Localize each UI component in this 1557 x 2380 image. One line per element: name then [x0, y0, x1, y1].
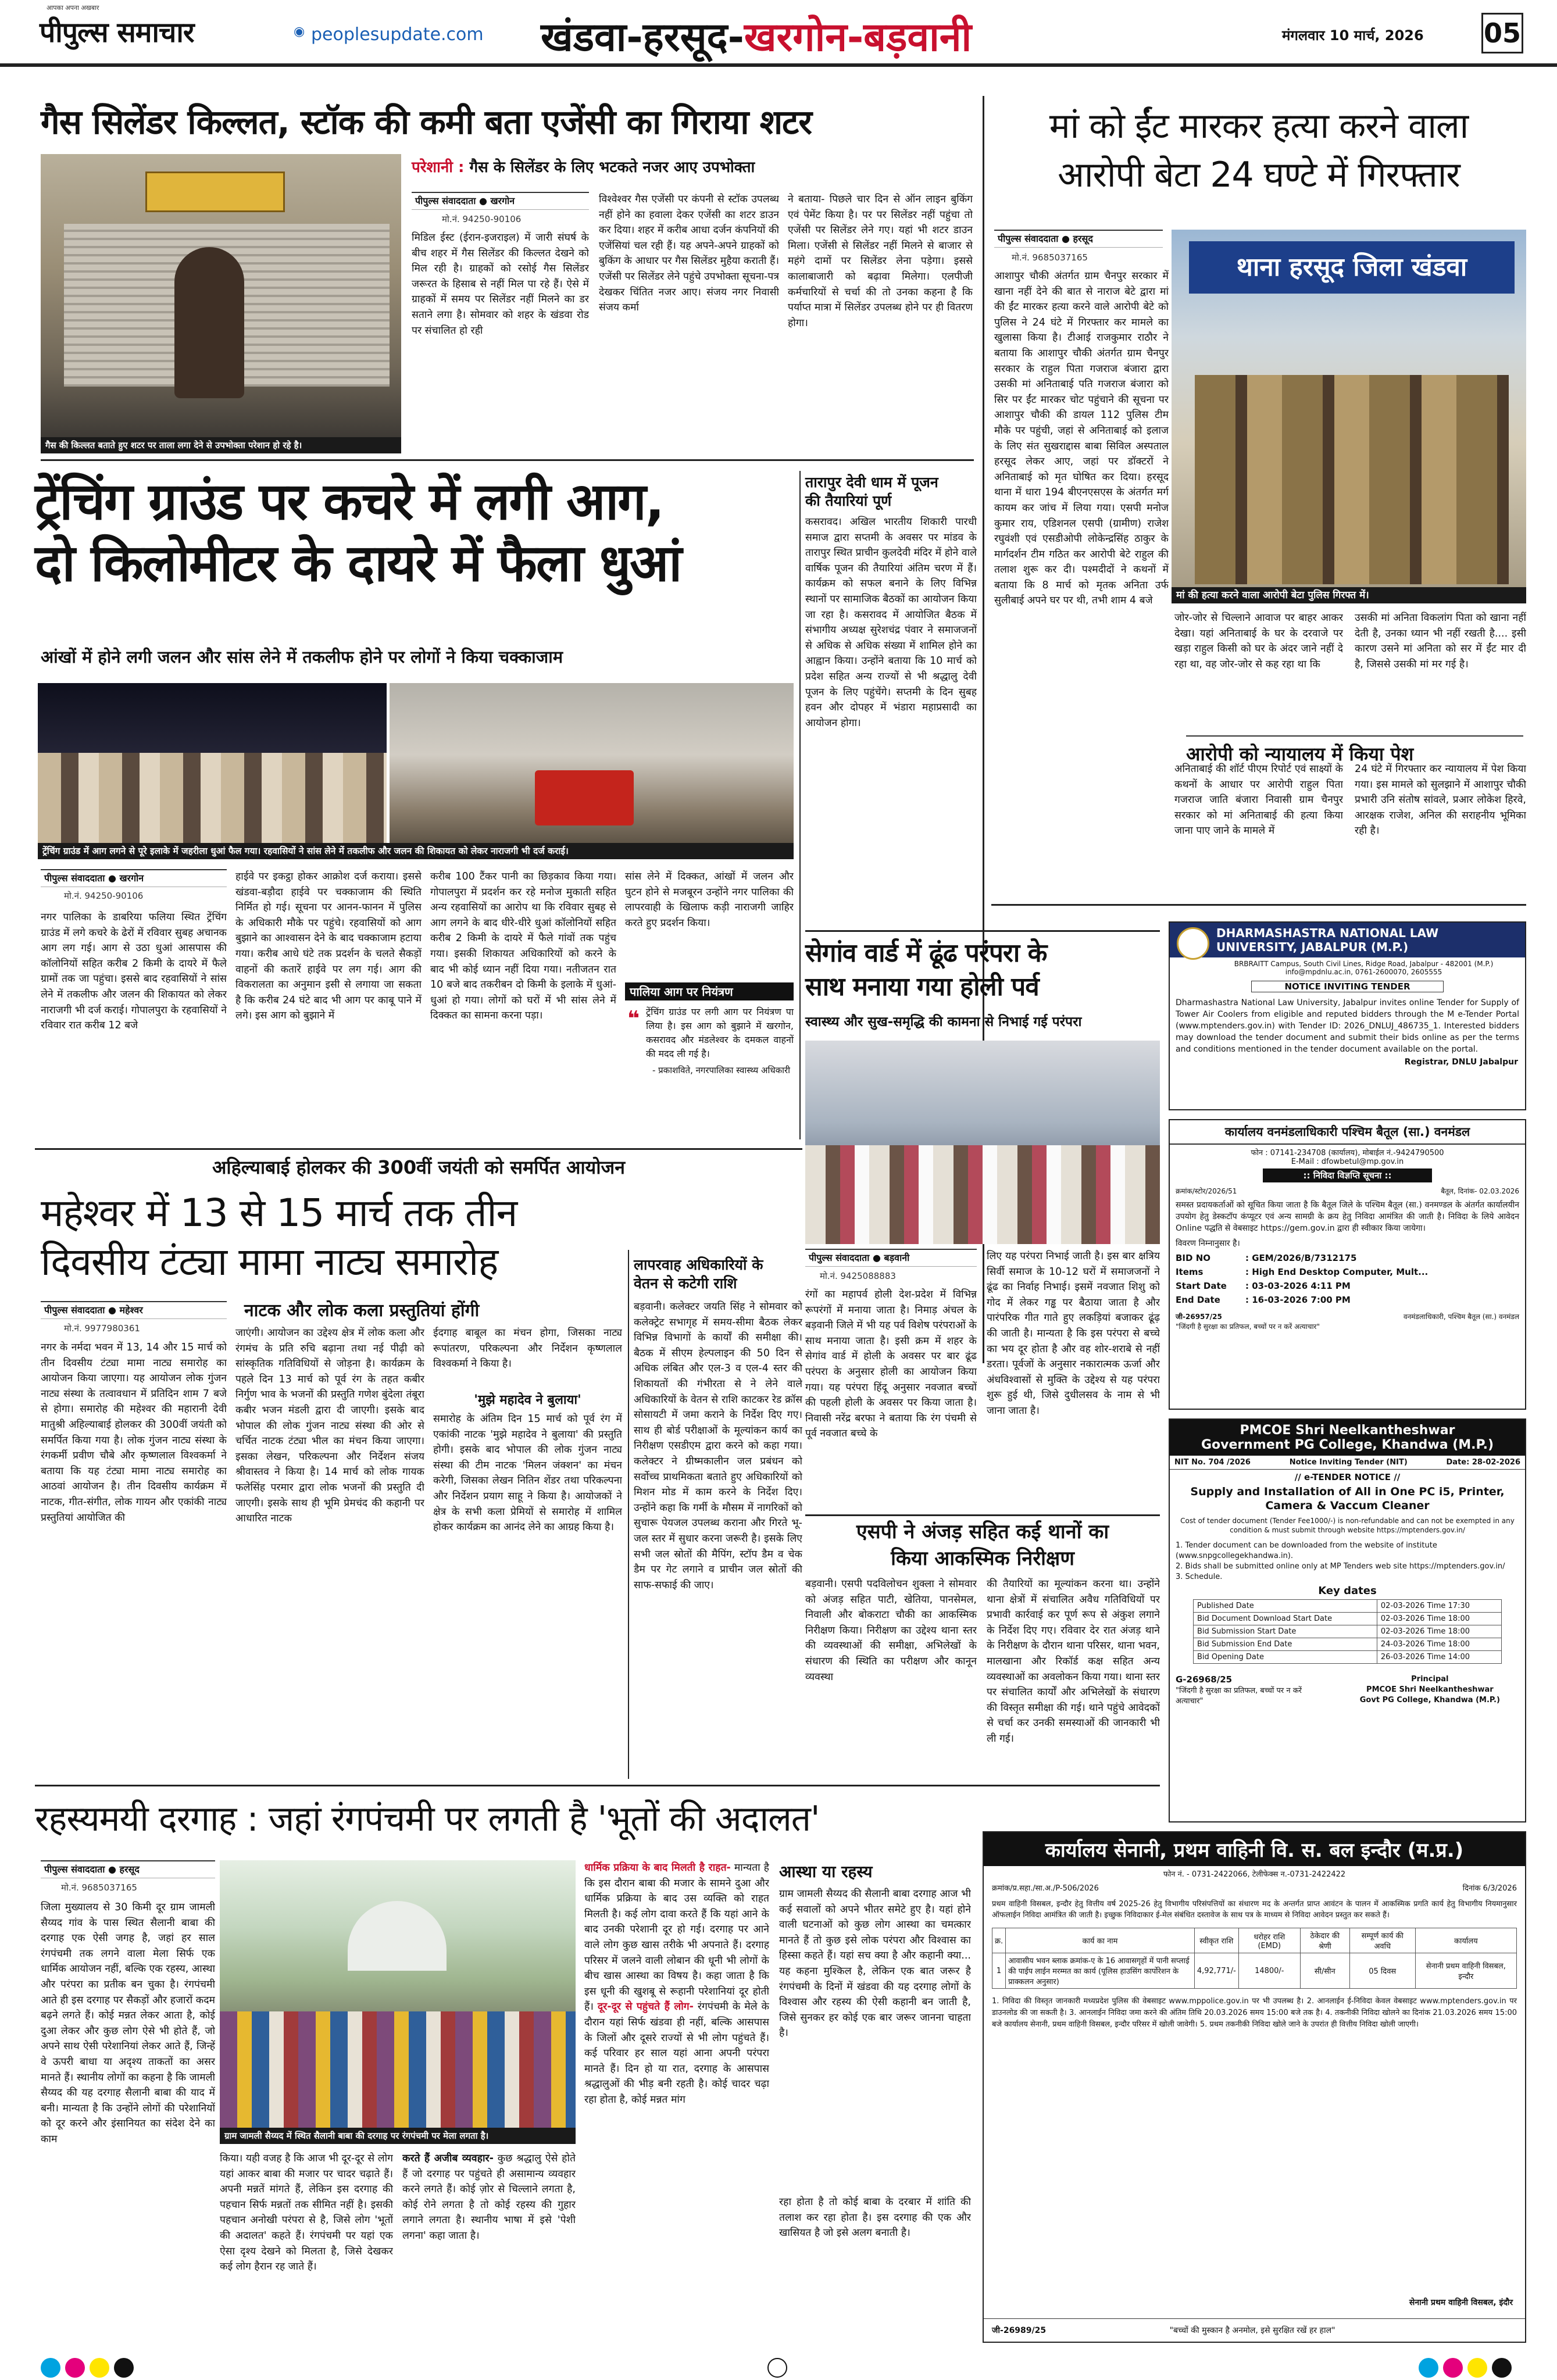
- college-point-3: 3. Schedule.: [1176, 1573, 1223, 1581]
- gas-agency-photo: [41, 154, 401, 437]
- gas-photo-caption: गैस की किल्लत बताते हुए शटर पर ताला लगा देने से उपभोक्ता परेशान हो रहे है।: [41, 437, 401, 453]
- gas-mobile: मो.नं. 94250-90106: [442, 214, 522, 224]
- table-row: [1194, 1638, 1502, 1651]
- gas-kicker: [412, 156, 976, 177]
- dargah-col5-head: आस्था या रहस्य: [779, 1862, 873, 1881]
- divider: [628, 1250, 629, 1779]
- table-cell: आवासीय भवन ब्लाक क्रमांक-ए के 16 आवासगृहों में पानी सप्लाई की पाईप लाईन मरम्मत का कार्य (पूलिस हाउसिंग कार्पोरेशन के प्राक्कलन अनुसार): [1006, 1953, 1195, 1989]
- table-row: [1194, 1651, 1502, 1664]
- sainani-footer: [984, 2318, 1525, 2342]
- forest-signature: वनमंडलाधिकारी, पश्चिम बैतूल (सा.) वनमंडल: [1403, 1313, 1519, 1321]
- divider: [805, 1514, 1160, 1516]
- fire-truck: [535, 770, 634, 826]
- holi-col-2: लिए यह परंपरा निभाई जाती है। इस बार क्षत्रिय सिर्वी समाज के 10-12 घरों में समाजजनों ने ढूंढ का निर्वाह निभाई। इसमें नवजात शिशु को गोद में लेकर गड्ढ पर बैठाया जाता है और पारंपरिक गीत गाते हुए लकड़ियां बजाकर ढूंढ़ की जाती है। मान्यता है कि इस परंपरा से बच्चे का भय दूर होता है और वह शोर-शराबे से नहीं डरता। पूर्वजों के अनुसार नकारात्मक ऊर्जा और अंधविश्वासों से मुक्ति के उद्देश्य से यह परंपरा शुरू हुई थी, जिसे दुधीलसव के नाम से भी जाना जाता है।: [987, 1250, 1160, 1417]
- key-dates-table: [1193, 1599, 1502, 1664]
- heritage-mobile: मो.नं. 9977980361: [64, 1323, 140, 1334]
- dnlu-contact: info@mpdnlu.ac.in, 0761-2600070, 2605555: [1285, 968, 1442, 976]
- murder-headline-line1: मां को ईंट मारकर हत्या करने वाला: [1049, 106, 1469, 146]
- divider: [805, 930, 1160, 932]
- table-header: सम्पूर्ण कार्य की अवधि: [1349, 1928, 1415, 1953]
- college-point-1: 1. Tender document can be downloaded from the website of institute (www.snpgcollegekhandwa.in).: [1176, 1541, 1437, 1560]
- police-group: [1195, 375, 1509, 584]
- dargah-col-5: ग्राम जामली सैय्यद की सैलानी बाबा दरगाह आज भी कई सवालों को अपने भीतर समेटे हुए है। यहां होने वाली घटनाओं को कुछ लोग आस्था का चमत्कार मानते हैं तो कुछ इसे लोक परंपरा और विश्वास का हिस्सा कहते हैं। यहां सच क्या है और कहानी क्या... यह कहना मुश्किल है, लेकिन एक बात जरूर है रंगपंचमी के दिनों में खंडवा की यह दरगाह लोगों के विश्वास और रहस्य की ऐसी कहानी बन जाती है, जिसे सुनकर हर कोई एक बार जरूर जानना चाहता है।: [779, 1888, 971, 2039]
- heritage-col-1: नगर के नर्मदा भवन में 13, 14 और 15 मार्च को तीन दिवसीय टंट्या मामा नाट्य समारोह का आयोजन किया जाएगा। यह आयोजन लोक गुंजन नाट्य संस्था के तत्वावधान में प्रतिदिन शाम 7 बजे से होगा। समारोह की महेश्वर की महारानी देवी मातुश्री अहिल्याबाई होलकर की 300वीं जयंती को समर्पित किया गया है। लोक गुंजन नाट्य संस्था के रंगकर्मी प्रवीण चौबे और कृष्णलाल विश्वकर्मा ने बताया कि यह टंट्या मामा नाट्य समारोह का आठवां आयोजन है। तीन दिवसीय कार्यक्रम में नाटक, गीत-संगीत, लोक गायन और एकांकी नाट्य प्रस्तुतियां आयोजित की: [41, 1342, 227, 1524]
- sainani-title: कार्यालय सेनानी, प्रथम वाहिनी वि. स. बल इन्दौर (म.प्र.): [984, 1832, 1525, 1866]
- dargah-col4b-text: रंगपंचमी के मेले के दौरान यहां सिर्फ खंडवा ही नहीं, बल्कि आसपास के जिलों और दूसरे राज्यों से भी लोग पहुंचते हैं। कई परिवार हर साल यहां आना अपनी परंपरा मानते हैं। दिन हो या रात, दरगाह के आसपास श्रद्धालुओं की भीड़ बनी रहती है। कोई चादर चढ़ा रहा होता है, कोई मन्नत मांग: [584, 2001, 769, 2106]
- masthead: [0, 0, 1557, 67]
- holi-byline: पीपुल्स संवाददाता ● बड़वानी: [805, 1249, 977, 1267]
- page-number: 05: [1481, 13, 1523, 53]
- fire-mobile: मो.नं. 94250-90106: [64, 891, 144, 901]
- fire-box-credit: - प्रकाशविते, नगरपालिका स्वास्थ्य अधिकारी: [652, 1065, 790, 1075]
- sainani-body: प्रथम वाहिनी विसबल, इन्दौर हेतु वित्तीय वर्ष 2025-26 हेतु विभागीय परिसंपत्तियों का संधारण मद के अन्तर्गत प्राप्त आवंटन के पालन में आकस्मिक प्रगति कार्य हेतु विभागीय नियमानुसार ऑफलाईन निविदा आमंत्रित की जाती है। इच्छुक निविदाकार ई-मेल संबंधित दस्तावेज के साथ पत्र के माध्यम से निविदा आवेदन प्रस्तुत कर सकते हैं।: [992, 1900, 1517, 1920]
- murder-mobile: मो.नं. 9685037165: [1012, 252, 1088, 263]
- temple-headline-line2: की तैयारियां पूर्ण: [805, 492, 892, 509]
- college-point-2: 2. Bids shall be submitted online only at MP Tenders web site https://mptenders.gov.in/: [1176, 1562, 1505, 1571]
- black-dot-icon: [114, 2358, 134, 2378]
- fire-quote-box: [625, 982, 794, 1131]
- forest-row-value: : High End Desktop Computer, Mult...: [1245, 1267, 1429, 1277]
- college-title-line2: Government PG College, Khandwa (M.P.): [1170, 1438, 1525, 1456]
- divider: [799, 471, 801, 1139]
- dargah-col-1: जिला मुख्यालय से 30 किमी दूर ग्राम जामली सैय्यद गांव के पास स्थित सैलानी बाबा की दरगाह एक ऐसी जगह है, जहां हर साल रंगपंचमी तक लगने वाला मेला सिर्फ एक धार्मिक आयोजन नहीं, बल्कि एक रहस्य, आस्था और परंपरा का प्रतीक बन चुका है। रंगपंचमी आते ही इस दरगाह पर सैकड़ों और हजारों कदम बढ़ने लगते हैं। कोई मन्नत लेकर आता है, कोई दुआ लेकर और कुछ लोग ऐसे भी होते हैं, जो अपने साथ ऐसी परेशानियां लेकर आते हैं, जिन्हें वे ऊपरी बाधा या अदृश्य ताकतों का असर मानते हैं। स्थानीय लोगों का कहना है कि जामली सैय्यद की यह दरगाह सैलानी बाबा की याद में बनी। मान्यता है कि उन्होंने लोगों की परेशानियों को दूर करने और इंसानियत का संदेश देने का काम: [41, 1902, 215, 2145]
- forest-tender-ad: [1169, 1119, 1526, 1410]
- holi-photo: [805, 1041, 1160, 1244]
- dargah-byline: पीपुल्स संवाददाता ● हरसूद: [41, 1860, 215, 1878]
- forest-row-value: : 03-03-2026 4:11 PM: [1245, 1281, 1351, 1291]
- shop-sign: [145, 171, 285, 212]
- forest-row-value: : GEM/2026/B/7312175: [1245, 1253, 1357, 1263]
- key-date-label: Bid Submission Start Date: [1194, 1625, 1377, 1638]
- section-title: [541, 8, 972, 62]
- forest-slogan: "जिंदगी है सुरक्षा का प्रतिफल, बच्चों पर न करें अत्याचार": [1176, 1323, 1320, 1331]
- sainani-tender-ad: [983, 1831, 1526, 2343]
- dargah-col-3: [402, 2151, 576, 2340]
- table-header: स्वीकृत राशि: [1194, 1928, 1238, 1953]
- table-cell: सी/सीन: [1300, 1953, 1349, 1989]
- college-nit-label: Notice Inviting Tender (NIT): [1289, 1458, 1408, 1467]
- forest-row-value: : 16-03-2026 7:00 PM: [1245, 1295, 1351, 1305]
- divider: [35, 1148, 802, 1150]
- heritage-headline-line1: महेश्वर में 13 से 15 मार्च तक तीन: [41, 1191, 517, 1235]
- magenta-dot-icon: [1443, 2358, 1463, 2378]
- dnlu-address: BRBRAITT Campus, South Civil Lines, Ridge Road, Jabalpur - 482001 (M.P.): [1234, 960, 1494, 968]
- dargah-photo-caption: ग्राम जामली सैय्यद में स्थित सैलानी बाबा की दरगाह पर रंगपंचमी पर मेला लगता है।: [220, 2128, 576, 2144]
- divider: [991, 904, 1526, 906]
- dargah-mobile: मो.नं. 9685037165: [61, 1882, 137, 1893]
- cyan-dot-icon: [1419, 2358, 1438, 2378]
- divider: [35, 1785, 1160, 1786]
- dargah-col4-text: मान्यता है कि इस दौरान बाबा की मजार के सामने दुआ और धार्मिक प्रक्रिया के बाद उस व्यक्ति को राहत मिलती है। कई लोग दावा करते हैं कि यहां आने के बाद उनकी परेशानी दूर हो गई। दरगाह पर आने वाले लोग कुछ खास तरीके भी अपनाते हैं। दरगाह परिसर में जलने वाली लोबान की धूनी भी लोगों के बीच खास आस्था का विषय है। कहा जाता है कि इस धूनी की खुशबू से रूहानी परेशानियां दूर होती हैं।: [584, 1862, 769, 2013]
- crowd: [38, 753, 387, 843]
- sainani-ref-date: दिनांक 6/3/2026: [1462, 1884, 1517, 1893]
- fire-col-4: सांस लेने में दिक्कत, आंखों में जलन और घुटन होने से मजबूरन उन्होंने नगर पालिका की लापरवाही के खिलाफ कड़ी नाराजगी जाहिर करते हुए प्रदर्शन किया।: [625, 871, 794, 929]
- college-slogan: "जिंदगी है सुरक्षा का प्रतिफल, बच्चों पर न करें अत्याचार": [1176, 1686, 1302, 1706]
- sainani-ref: क्रमांक/प्र.सहा./सा.अ./P-506/2026: [992, 1884, 1099, 1893]
- crowd: [220, 2011, 576, 2128]
- dargah-headline: रहस्यमयी दरगाह : जहां रंगपंचमी पर लगती है 'भूतों की अदालत': [35, 1799, 820, 1839]
- forest-ref: क्रमांक/स्टोर/2026/51: [1176, 1187, 1237, 1195]
- key-date-label: Bid Document Download Start Date: [1194, 1613, 1377, 1625]
- university-emblem-icon: [1177, 927, 1209, 960]
- table-header: क्र.: [992, 1928, 1006, 1953]
- yellow-dot-icon: [90, 2358, 109, 2378]
- college-nit-no: NIT No. 704 /2026: [1174, 1458, 1251, 1467]
- dargah-col3-text: कुछ श्रद्धालु ऐसे होते हैं जो दरगाह पर पहुंचते ही असामान्य व्यवहार करने लगते हैं। कोई ज़ोर से चिल्लाने लगता है, कोई रोने लगता है तो कोई रहस्य की गुहार लगाने लगता है। स्थानीय भाषा में इसे 'पेशी लगना' कहा जाता है।: [402, 2153, 576, 2242]
- murder-col-2: जोर-जोर से चिल्लाने आवाज पर बाहर आकर देखा। यहां अनिताबाई के घर के दरवाजे पर खड़ा राहुल किसी को घर के अंदर जाने नहीं दे रहा था, वह जोर-जोर से कह रहा था कि: [1174, 612, 1343, 670]
- section-title-part2: खरगोन-बड़वानी: [744, 15, 972, 60]
- dargah-dome: [348, 1901, 447, 1971]
- heritage-kicker: अहिल्याबाई होलकर की 300वीं जयंती को समर्पित आयोजन: [212, 1156, 626, 1178]
- forest-email: E-Mail : dfowbetul@mp.gov.in: [1291, 1157, 1404, 1166]
- fire-box-title: पालिया आग पर नियंत्रण: [625, 982, 794, 1000]
- gas-story-headline: गैस सिलेंडर किल्लत, स्टॉक की कमी बता एजेंसी का गिराया शटर: [41, 102, 812, 142]
- dargah-col3-head: करते हैं अजीब व्यवहार-: [402, 2153, 494, 2164]
- college-principal: Principal: [1411, 1675, 1449, 1684]
- fire-col-2: हाईवे पर इकट्ठा होकर आक्रोश दर्ज कराया। इससे खंडवा-बड़ौदा हाईवे पर चक्काजाम की स्थिति निर्मित हो गई। सूचना पर आनन-फानन में पुलिस के अधिकारी मौके पर पहुंचे। रहवासियों को आग बुझाने का आश्वासन देने के बाद चक्काजाम हटाया गया। करीब आधे घंटे तक प्रदर्शन के चलते सैकड़ों वाहनों की कतारें हाईवे पर लग गई। आग की विकरालता का अनुमान इसी से लगाया जा सकता है कि करीब 24 घंटे बाद भी आग पर काबू पाने में लगे। इस आग को बुझाने में: [235, 871, 422, 1022]
- table-cell: 14800/-: [1238, 1953, 1300, 1989]
- sainani-notes: 1. निविदा की विस्तृत जानकारी मध्यप्रदेश पुलिस की वेबसाइट www.mppolice.gov.in पर भी उपलब्ध है। 2. आनलाईन ई-निविदा केवल वेबसाइट www.mptenders.gov.in पर डाउनलोड की जा सकती है। 3. आनलाईन निविदा जमा करने की अंतिम तिथि 20.03.2026 समय 15:00 बजे तक है। 4. तकनीकी निविदा खोलने का दिनांक 21.03.2026 समय 15:00 बजे कार्यालय सेनानी, प्रथम वाहिनी विसबल, इन्दौर परिसर में खोली जावेगी। 5. प्रथम तकनीकी निविदा खोले जाने के उपरांत ही वित्तीय निविदा खोली जाएगी।: [992, 1997, 1517, 2029]
- college-nit-date: Date: 28-02-2026: [1446, 1458, 1520, 1467]
- table-cell: 4,92,771/-: [1194, 1953, 1238, 1989]
- forest-details: [1170, 1250, 1525, 1308]
- gas-col-1: मिडिल ईस्ट (ईरान-इजराइल) में जारी संघर्ष के बीच शहर में गैस सिलेंडर की किल्लत देखने को मिल रही है। ग्राहकों को रसोई गैस सिलेंडर जरूरत के हिसाब से नहीं मिल पा रहे हैं। ऐसे में ग्राहकों में समय पर सिलेंडर नहीं मिलने का डर सताने लगा है। सोमवार को शहर के खंडवा रोड पर संचालित हो रही: [412, 232, 589, 337]
- fire-box-lead: ट्रेंचिंग ग्राउंड पर लगी आग पर नियंत्रण पा लिया है। इस आग को बुझाने में खरगोन, कसरावद और मंडलेश्वर के दमकल वाहनों की मदद ली गई है।: [646, 1006, 794, 1059]
- sainani-signature: सेनानी प्रथम वाहिनी विसबल, इंदौर: [1409, 2298, 1513, 2307]
- gas-kicker-text: गैस के सिलेंडर के लिए भटकते नजर आए उपभोक्ता: [469, 159, 755, 176]
- gas-col-3: ने बताया- पिछले चार दिन से ऑन लाइन बुकिंग एवं पेमेंट किया है। पर पर सिलेंडर नहीं पहुंचा तो एजेंसी पर सिलेंडर लेने गए। यहां भी शटर डाउन मिला। एजेंसी से सिलेंडर नहीं मिलने से बाजार से महंगे दामों पर सिलेंडर लेना पड़ेगा। इससे कालाबाजारी को बढ़ावा मिलेगा। एलपीजी कर्मचारियों से चर्चा की तो उनका कहना है कि पर्याप्त मात्रा में सिलेंडर उपलब्ध होने पर ही वितरण होगा।: [788, 194, 973, 329]
- sainani-contact: फोन नं. - 0731-2422066, टेलीफेक्स न.-0731-2422422: [1163, 1870, 1346, 1879]
- holi-headline-line2: साथ मनाया गया होली पर्व: [805, 972, 1039, 1002]
- dnlu-title: DHARMASHASTRA NATIONAL LAW UNIVERSITY, JABALPUR (M.P.): [1170, 923, 1525, 957]
- dargah-col4b-head: दूर-दूर से पहुंचते हैं लोग-: [597, 2001, 694, 2013]
- sainani-slogan: "बच्चों की मुस्कान है अनमोल, इसे सुरक्षित रखें हर हाल": [1169, 2326, 1335, 2335]
- key-dates-title: Key dates: [1318, 1585, 1377, 1597]
- temple-text: कसरावद। अखिल भारतीय शिकारी पारधी समाज द्वारा सप्तमी के अवसर पर मांडव के तारापुर स्थित प्राचीन कुलदेवी मंदिर में होने वाले वार्षिक पूजन की तैयारियां अंतिम चरण में हैं। कार्यक्रम को सफल बनाने के लिए विभिन्न स्थानों पर सामाजिक बैठकों का आयोजन किया जा रहा है। कसरावद में आयोजित बैठक में संभागीय अध्यक्ष सुरेशचंद्र पंवार ने समाजजनों से अधिक से अधिक संख्या में शामिल होने का आह्वान किया। उन्होंने बताया कि 10 मार्च को प्रदेश सहित अन्य राज्यों से भी श्रद्धालु देवी पूजन के लिए पहुंचेंगे। सप्तमी के दिन सुबह हवन और दोपहर में भंडारा महाप्रसादी का आयोजन होगा।: [805, 516, 977, 729]
- key-date-value: 26-03-2026 Time 14:00: [1377, 1651, 1501, 1664]
- heritage-headline-line2: दिवसीय टंट्या मामा नाट्य समारोह: [41, 1239, 498, 1284]
- murder-sub-headline: आरोपी को न्यायालय में किया पेश: [1186, 735, 1523, 766]
- fire-smoke-photo: [390, 683, 794, 843]
- key-date-value: 02-03-2026 Time 17:30: [1377, 1600, 1501, 1613]
- issue-date: मंगलवार 10 मार्च, 2026: [1282, 27, 1424, 44]
- forest-row-key: Start Date: [1176, 1281, 1227, 1291]
- print-registration-bar: [0, 2356, 1557, 2380]
- fire-col-3: करीब 100 टैंकर पानी का छिड़काव किया गया। गोपालपुरा में प्रदर्शन कर रहे मनोज मुकाती सहित अन्य रहवासियों का आरोप था कि रविवार सुबह से आग लगने के बाद धीरे-धीरे धुआं कॉलोनियों सहित करीब 2 किमी के दायरे में फैले गांवों तक पहुंच गया। इसकी शिकायत अधिकारियों को करने के बाद भी कोई ध्यान नहीं दिया गया। नतीजतन रात 10 बजे बाद तकरीबन दो किमी के इलाके में धुआं-धुआं हो गया। लोगों को घरों में भी सांस लेने में दिक्कत का सामना करना पड़ा।: [430, 871, 616, 1022]
- key-date-label: Bid Submission End Date: [1194, 1638, 1377, 1651]
- fire-byline: पीपुल्स संवाददाता ● खरगोन: [41, 869, 227, 887]
- holi-mobile: मो.नं. 9425088883: [820, 1271, 896, 1281]
- divider: [41, 459, 974, 461]
- station-sign: थाना हरसूद जिला खंडवा: [1189, 241, 1515, 294]
- police-station-photo: [1172, 230, 1526, 587]
- murder-sub-col-2: 24 घंटे में गिरफ्तार कर न्यायालय में पेश किया गया। इस मामले को सुलझाने में आशापुर चौकी प्रभारी उनि संतोष सांवले, प्रआर लोकेश हिरवे, आरक्षक राजेश, अनिल की सराहनीय भूमिका रही है।: [1355, 763, 1526, 837]
- cyan-dot-icon: [41, 2358, 60, 2378]
- college-title-line1: PMCOE Shri Neelkantheshwar: [1170, 1420, 1525, 1438]
- key-date-label: Bid Opening Date: [1194, 1651, 1377, 1664]
- dargah-col-4: [584, 1860, 769, 2340]
- murder-col-1: आशापुर चौकी अंतर्गत ग्राम चैनपुर सरकार में खाना नहीं देने की बात से नाराज बेटे द्वारा मां की ईंट मारकर हत्या करने वाले आरोपी बेटे को पुलिस ने 24 घंटे में गिरफ्तार कर मामले का खुलासा किया है। टीआई राजकुमार राठौर ने बताया कि आशापुर चौकी अंतर्गत ग्राम चैनपुर सरकार के राहुल पिता गजराज बंजारा द्वारा उसकी मां अनिताबाई पति गजराज बंजारा को सिर पर ईंट मारकर चोट पहुंचाने की सूचना पर आशापुर चौकी की डायल 112 पुलिस टीम मौके पर पहुंची, जहां से अनिताबाई को इलाज के लिए संत सुखराद्दास बाबा सिविल अस्पताल हरसूद लेकर आए, जहां पर डॉक्टरों ने अनिताबाई को मृत घोषित कर दिया। हरसूद थाना में धारा 194 बीएनएसएस के अंतर्गत मर्ग कायम कर जांच में लिया गया। एसपी मनोज कुमार राय, एडिशनल एसपी (ग्रामीण) राजेश रघुवंशी एवं एसडीओपी लोकेन्द्रसिंह ठाकुर के मार्गदर्शन टीम गठित कर आरोपी बेटे राहुल की तलाश शुरू कर दी। पश्मदीदों ने कथनों में बताया कि 8 मार्च को मृतक अनिता उर्फ सुलीबाई अपने घर पर थी, तभी शाम 4 बजे: [994, 270, 1169, 607]
- heritage-col-2: जाएंगी। आयोजन का उद्देश्य क्षेत्र में लोक कला और रंगमंच के प्रति रुचि बढ़ाना तथा नई पीढ़ी को सांस्कृतिक गतिविधियों से जोड़ना है। कार्यक्रम के पहले दिन 13 मार्च को पूर्व रंग के तहत कबीर निर्गुण भाव के भजनों की प्रस्तुति गणेश बुंदेला तंबूरा कबीर भजन मंडली द्वारा दी जाएगी। इसके बाद भोपाल की लोक गुंजन नाट्य संस्था की ओर से चर्चित नाटक टंट्या भील का मंचन किया जाएगा। इसका लेखन, परिकल्पना और निर्देशन संजय श्रीवास्तव ने किया है। 14 मार्च को लोक गायक फलेसिंह परमार द्वारा लोक भजनों की प्रस्तुति दी जाएगी। इसके साथ ही भूमि प्रेमचंद की कहानी पर आधारित नाटक: [235, 1327, 424, 1525]
- section-title-part1: खंडवा-हरसूद-: [541, 15, 744, 60]
- forest-ref-date: बैतूल, दिनांक- 02.03.2026: [1441, 1187, 1519, 1195]
- person-figure: [174, 247, 244, 398]
- heritage-col-3b: समारोह के अंतिम दिन 15 मार्च को पूर्व रंग में एकांकी नाटक 'मुझे महादेव ने बुलाया' की प्रस्तुति होगी। इसके बाद भोपाल की लोक गुंजन नाट्य संस्था की टीम नाटक 'मिलन जंक्शन' का मंचन करेगी, जिसका लेखन नितिन शेंडर तथा परिकल्पना और निर्देशन प्रयाग साहू ने किया है। आयोजकों ने क्षेत्र के सभी कला प्रेमियों से समारोह में शामिल होकर कार्यक्रम का आनंद लेने का आग्रह किया है।: [433, 1413, 622, 1534]
- dargah-photo: [220, 1860, 576, 2128]
- college-tender-ad: [1169, 1418, 1526, 1822]
- forest-row-key: BID NO: [1176, 1253, 1210, 1263]
- forest-code: जी-26957/25: [1176, 1313, 1222, 1321]
- table-row: [992, 1928, 1517, 1953]
- collector-headline-line1: लापरवाह अधिकारियों के: [634, 1256, 763, 1273]
- dargah-col-5b: रहा होता है तो कोई बाबा के दरबार में शांति की तलाश कर रहा होता है। इस दरगाह की एक और खासियत है जो इसे अलग बनाती है।: [779, 2196, 971, 2239]
- collector-headline-line2: वेतन से कटेगी राशि: [634, 1275, 737, 1292]
- murder-col-3: उसकी मां अनिता विकलांग पिता को खाना नहीं देती है, उनका ध्यान भी नहीं रखती है.... इसी कारण उसने मां अनिता को सर में ईंट मार दी है, जिससे उसकी मां मर गई है।: [1355, 612, 1526, 670]
- key-date-value: 02-03-2026 Time 18:00: [1377, 1613, 1501, 1625]
- dnlu-signature: Registrar, DNLU Jabalpur: [1404, 1057, 1518, 1067]
- college-code: G-26968/25: [1176, 1674, 1233, 1685]
- forest-title: कार्यालय वनमंडलाधिकारी पश्चिम बैतूल (सा.) वनमंडल: [1170, 1120, 1525, 1145]
- sp-col-2: की तैयारियों का मूल्यांकन करना था। उन्होंने थाना क्षेत्रों में संचालित अवैध गतिविधियों पर प्रभावी कार्रवाई कर पूर्ण रूप से अंकुश लगाने के निर्देश दिए गए। रविवार देर रात अंजड़ थाने के निरीक्षण के दौरान थाना परिसर, थाना भवन, मालखाना और रिकॉर्ड कक्ष सहित अन्य व्यवस्थाओं का अवलोकन किया गया। थाना स्तर पर संचालित कार्यों और अभिलेखों के संधारण की विस्तृत समीक्षा की गई। थाने पहुंचे आवेदकों से चर्चा कर उनकी समस्याओं की जानकारी भी ली गई।: [987, 1578, 1160, 1745]
- holi-headline-line1: सेगांव वार्ड में ढूंढ परंपरा के: [805, 938, 1047, 968]
- quote-icon: ❝: [627, 1007, 640, 1031]
- fire-headline-line1: ट्रेंचिंग ग्राउंड पर कचरे में लगी आग,: [35, 471, 664, 531]
- murder-byline: पीपुल्स संवाददाता ● हरसूद: [994, 230, 1163, 248]
- collector-text: बड़वानी। कलेक्टर जयति सिंह ने सोमवार को कलेक्ट्रेट सभागृह में समय-सीमा बैठक लेकर विभिन्न विभागों के कार्यों की समीक्षा की। बैठक में सीएम हेल्पलाइन की 50 दिन से अधिक लंबित और एल-3 व एल-4 स्तर की शिकायतों की गंभीरता से ने लेने वाले अधिकारियों के वेतन से राशि काटकर रेड क्रॉस सोसायटी में जमा कराने के निर्देश दिए गए। साथ ही बोर्ड परीक्षाओं के मूल्यांकन कार्य का निरीक्षण एसडीएम द्वारा करने को कहा गया। कलेक्टर ने ग्रीष्मकालीन जल प्रबंधन को सर्वोच्च प्राथमिकता बताते हुए अधिकारियों को मिशन मोड में काम करने के निर्देश दिए। उन्होंने कहा कि गर्मी के मौसम में नागरिकों को सुचारू पेयजल उपलब्ध कराना और गिरते भू-जल स्तर में सुधार करना जरूरी है। इसके लिए सभी जल स्रोतों की मैपिंग, स्टॉप डैम व चेक डैम पर गेट लगाने व प्राचीन जल स्रोतों की साफ-सफाई की जाए।: [634, 1301, 802, 1591]
- fire-col-1: नगर पालिका के डाबरिया फलिया स्थित ट्रेंचिंग ग्राउंड में लगे कचरे के ढेरों में रविवार सुबह अचानक आग लग गई। आग से उठा धुआं आसपास की कॉलोनियों सहित करीब 2 किमी के दायरे में फैले ग्रामों तक जा पहुंचा। इससे बाद रहवासियों ने सांस लेने में तकलीफ और जलन की शिकायत को लेकर नाराजगी भी दर्ज कराई। गोपालपुरा के रहवासियों ने रविवार रात करीब 12 बजे: [41, 912, 227, 1032]
- dnlu-body: Dharmashastra National Law University, Jabalpur invites online Tender for Supply of Tower Air Coolers from eligible and reputed bidders through the M e-Tender Portal (www.mptenders.gov.in) with Tender ID: 2026_DNLUJ_486735_1. Interested bidders may download the tender document and submit their bids online as per the terms and conditions mentioned in the tender document available on the portal.: [1176, 998, 1519, 1054]
- table-row: [1194, 1613, 1502, 1625]
- forest-body: समस्त प्रदायकर्ताओं को सूचित किया जाता है कि बैतूल जिले के पश्चिम बैतूल (सा.) वनमण्डल के अंतर्गत कार्यालयीन उपयोग हेतु डेस्कटॉप कंप्यूटर एवं अन्य सामग्री के क्रय हेतु निविदा आमंत्रित की जाती है। निविदा के लिये आवेदन Online पद्धति से वेबसाइट https://gem.gov.in द्वारा ही स्वीकार किया जायेगा।: [1176, 1200, 1519, 1233]
- key-date-value: 02-03-2026 Time 18:00: [1377, 1625, 1501, 1638]
- sainani-table: [992, 1928, 1517, 1989]
- web-icon: ◉: [294, 24, 305, 39]
- table-row: [1194, 1600, 1502, 1613]
- dnlu-tender-ad: [1169, 921, 1526, 1110]
- college-etender: // e-TENDER NOTICE //: [1294, 1472, 1401, 1482]
- table-cell: सेनानी प्रथम वाहिनी विसबल, इन्दौर: [1415, 1953, 1516, 1989]
- registration-mark-icon: [767, 2358, 787, 2378]
- college-cost-note: Cost of tender document (Tender Fee1000/-) is non-refundable and can not be exempted in any condition & must submit through website https://mptenders.gov.in/: [1180, 1517, 1515, 1534]
- dargah-col4-head: धार्मिक प्रक्रिया के बाद मिलती है राहत-: [584, 1862, 731, 1874]
- fire-protest-photo: [38, 683, 387, 843]
- website: peoplesupdate.com: [311, 24, 484, 45]
- black-dot-icon: [1492, 2358, 1512, 2378]
- sp-col-1: बड़वानी। एसपी पदविलोचन शुक्ला ने सोमवार को अंजड़ सहित पाटी, खेतिया, पानसेमल, निवाली और बोकराटा चौकी का आकस्मिक निरीक्षण किया। निरीक्षण का उद्देश्य थाना स्तर की व्यवस्थाओं की समीक्षा, अभिलेखों के संधारण की स्थिति का परीक्षण और कानून व्यवस्था: [805, 1578, 977, 1683]
- temple-headline-line1: तारापुर देवी धाम में पूजन: [805, 474, 938, 491]
- logo-tagline: आपका अपना अखबार: [47, 4, 99, 12]
- murder-headline-line2: आरोपी बेटा 24 घण्टे में गिरफ्तार: [1058, 155, 1460, 195]
- forest-row-key: Items: [1176, 1267, 1204, 1277]
- table-header: कार्य का नाम: [1006, 1928, 1195, 1953]
- sp-headline-line2: किया आकस्मिक निरीक्षण: [891, 1547, 1074, 1570]
- college-subject: Supply and Installation of All in One PC i5, Printer, Camera & Vaccum Cleaner: [1190, 1485, 1505, 1512]
- sp-headline-line1: एसपी ने अंजड़ सहित कई थानों का: [856, 1520, 1109, 1543]
- sainani-code: जी-26989/25: [992, 2326, 1047, 2335]
- crowd: [805, 1145, 1160, 1244]
- murder-sub-col-1: अनिताबाई की शॉर्ट पीएम रिपोर्ट एवं साक्ष्यों के कथनों के आधार पर आरोपी राहुल पिता गजराज जाति बंजारा निवासी ग्राम चैनपुर सरकार को मां अनिताबाई की हत्या किया जाना पाए जाने के मामले में: [1174, 763, 1343, 837]
- yellow-dot-icon: [1467, 2358, 1487, 2378]
- gas-col-2: विश्वेश्वर गैस एजेंसी पर कंपनी से स्टॉक उपलब्ध नहीं होने का हवाला देकर एजेंसी का शटर डाउन कर दिया। शहर में करीब आधा दर्जन कंपनियों की एजेंसियां चल रही हैं। यह अपने-अपने ग्राहकों को बुकिंग के आधार पर गैस सिलेंडर मुहैया कराती हैं। एजेंसी पर सिलेंडर लेने पहुंचे उपभोक्ता सूचना-पत्र देखकर चिंतित नजर आए। संजय नगर निवासी संजय कर्मा: [599, 194, 779, 314]
- table-row: [1194, 1625, 1502, 1638]
- magenta-dot-icon: [65, 2358, 85, 2378]
- forest-contact: फोन : 07141-234708 (कार्यालय), मोबाईल नं.-9424790500: [1251, 1149, 1444, 1157]
- table-header: ठेकेदार की श्रेणी: [1300, 1928, 1349, 1953]
- dnlu-notice-title: NOTICE INVITING TENDER: [1251, 981, 1444, 992]
- holi-col-1: रंगों का महापर्व होली देश-प्रदेश में विभिन्न रूपरंगों में मनाया जाता है। निमाड़ अंचल के बड़वानी जिले में भी यह पर्व विशेष परंपराओं के साथ मनाया जाता है। इसी क्रम में शहर के सेगांव वार्ड में होली के अवसर पर बार ढूंढ परंपरा के अनुसार होली का आयोजन किया गया। यह परंपरा हिंदू अनुसार नवजात बच्चों की पहली होली के अवसर पर किया जाता है। निवासी नरेंद्र बरफा ने बताया कि रंग पंचमी से पूर्व नवजात बच्चे के: [805, 1289, 977, 1440]
- newspaper-logo: पीपुल्स समाचार: [40, 16, 194, 49]
- fire-subhead: आंखों में होने लगी जलन और सांस लेने में तकलीफ होने पर लोगों ने किया चक्काजाम: [41, 647, 563, 667]
- college-principal-line2: PMCOE Shri Neelkantheshwar: [1366, 1685, 1494, 1694]
- table-cell: 1: [992, 1953, 1006, 1989]
- forest-row-key: End Date: [1176, 1295, 1220, 1305]
- heritage-byline: पीपुल्स संवाददाता ● महेश्वर: [41, 1301, 227, 1319]
- gas-byline: पीपुल्स संवाददाता ● खरगोन: [412, 192, 589, 210]
- key-date-label: Published Date: [1194, 1600, 1377, 1613]
- table-cell: 05 दिवस: [1349, 1953, 1415, 1989]
- forest-notice: :: निविदा विज्ञप्ति सूचना ::: [1263, 1168, 1432, 1182]
- heritage-subhead: नाटक और लोक कला प्रस्तुतियां होंगी: [244, 1300, 480, 1321]
- table-header: कार्यालय: [1415, 1928, 1516, 1953]
- key-date-value: 24-03-2026 Time 18:00: [1377, 1638, 1501, 1651]
- dargah-col-2: किया। यही वजह है कि आज भी दूर-दूर से लोग यहां आकर बाबा की मजार पर चादर चढ़ाते हैं। अपनी मन्नतें मांगते हैं, लेकिन इस दरगाह की पहचान सिर्फ मन्नतों तक सीमित नहीं है। इसकी पहचान अनोखी परंपरा से है, जिसे लोग 'भूतों की अदालत' कहते हैं। रंगपंचमी पर यहां एक ऐसा दृश्य देखने को मिलता है, जिसे देखकर कई लोग हैरान रह जाते हैं।: [220, 2153, 393, 2273]
- holi-subhead: स्वास्थ्य और सुख-समृद्धि की कामना से निभाई गई परंपरा: [805, 1014, 1082, 1030]
- heritage-inner-head: 'मुझे महादेव ने बुलाया': [474, 1393, 581, 1407]
- forest-details-label: विवरण निम्नानुसार है।: [1176, 1239, 1240, 1248]
- gas-kicker-label: परेशानी :: [412, 159, 465, 176]
- murder-photo-caption: मां की हत्या करने वाला आरोपी बेटा पुलिस गिरफ्त में।: [1172, 587, 1526, 603]
- fire-headline-line2: दो किलोमीटर के दायरे में फैला धुआं: [35, 533, 681, 593]
- table-row: [992, 1953, 1517, 1989]
- college-principal-line3: Govt PG College, Khandwa (M.P.): [1359, 1696, 1500, 1704]
- heritage-col-3: ईदगाह बाबूल का मंचन होगा, जिसका नाट्य रूपांतरण, परिकल्पना और निर्देशन कृष्णलाल विश्वकर्मा ने किया है।: [433, 1327, 622, 1370]
- fire-photo-caption: ट्रेंचिंग ग्राउंड में आग लगने से पूरे इलाके में जहरीला धुआं फैल गया। रहवासियों ने सांस लेने में तकलीफ और जलन की शिकायत को लेकर नाराजगी भी दर्ज कराई।: [38, 843, 794, 859]
- table-header: धरोहर राशि (EMD): [1238, 1928, 1300, 1953]
